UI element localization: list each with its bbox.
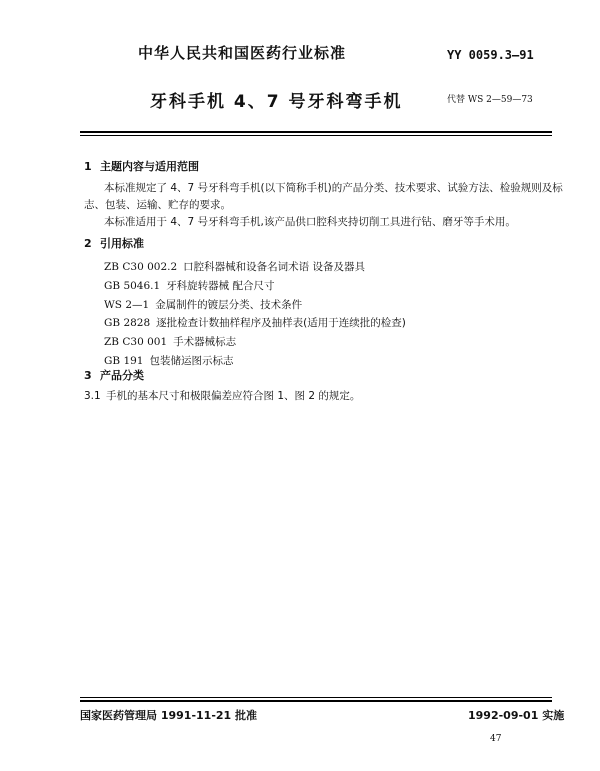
- page-number: 47: [490, 734, 502, 744]
- reference-item: [104, 353, 233, 368]
- reference-code: WS 2—1: [104, 299, 150, 311]
- standard-number: YY 0059.3—91: [447, 48, 534, 62]
- reference-item: [104, 259, 365, 274]
- footer-rule-thin: [80, 697, 552, 698]
- reference-item: [104, 315, 406, 330]
- reference-title: 牙科旋转器械 配合尺寸: [166, 280, 275, 292]
- clause-3-1-number: 3.1: [84, 390, 101, 402]
- reference-code: GB 2828: [104, 317, 151, 329]
- reference-title: 手术器械标志: [173, 336, 237, 348]
- header-rule-thick: [80, 131, 552, 133]
- section-1-para2: 本标准适用于 4、7 号牙科弯手机,该产品供口腔科夹持切削工具进行钻、磨牙等手术用。: [104, 216, 516, 228]
- document-title: 牙科手机 4、7 号牙科弯手机: [150, 92, 403, 112]
- reference-title: 金属制件的镀层分类、技术条件: [155, 299, 303, 311]
- reference-title: 口腔科器械和设备名词术语 设备及器具: [183, 261, 365, 273]
- clause-3-1-text: 手机的基本尺寸和极限偏差应符合图 1、图 2 的规定。: [106, 390, 361, 402]
- reference-code: GB 5046.1: [104, 280, 161, 292]
- reference-item: [104, 297, 302, 312]
- issuer-title: 中华人民共和国医药行业标准: [138, 44, 347, 62]
- implementation-date: 1992-09-01 实施: [468, 709, 565, 722]
- reference-code: ZB C30 002.2: [104, 261, 178, 273]
- header-rule-thin: [80, 135, 552, 136]
- approval-line: 国家医药管理局 1991-11-21 批准: [80, 709, 258, 722]
- reference-code: GB 191: [104, 355, 144, 367]
- replaces-note: 代替 WS 2—59—73: [447, 95, 533, 105]
- section-2-title: 引用标准: [100, 237, 144, 250]
- reference-code: ZB C30 001: [104, 336, 168, 348]
- footer-rule-thick: [80, 700, 552, 702]
- reference-title: 包装储运图示标志: [149, 355, 234, 367]
- section-1-para1-line2: 志、包装、运输、贮存的要求。: [84, 199, 231, 211]
- section-3-number: 3: [84, 369, 92, 382]
- section-1-heading: [84, 158, 199, 174]
- section-1-number: 1: [84, 160, 92, 173]
- section-2-heading: [84, 235, 144, 251]
- section-1-title: 主题内容与适用范围: [100, 160, 199, 173]
- reference-item: [104, 278, 275, 293]
- reference-title: 逐批检查计数抽样程序及抽样表(适用于连续批的检查): [156, 317, 406, 329]
- section-2-number: 2: [84, 237, 92, 250]
- section-1-para1-line1: 本标准规定了 4、7 号牙科弯手机(以下简称手机)的产品分类、技术要求、试验方法、检验规则及标: [104, 182, 563, 194]
- section-3-heading: [84, 367, 144, 383]
- section-3-title: 产品分类: [100, 369, 144, 382]
- clause-3-1: [84, 387, 360, 406]
- reference-item: [104, 334, 236, 349]
